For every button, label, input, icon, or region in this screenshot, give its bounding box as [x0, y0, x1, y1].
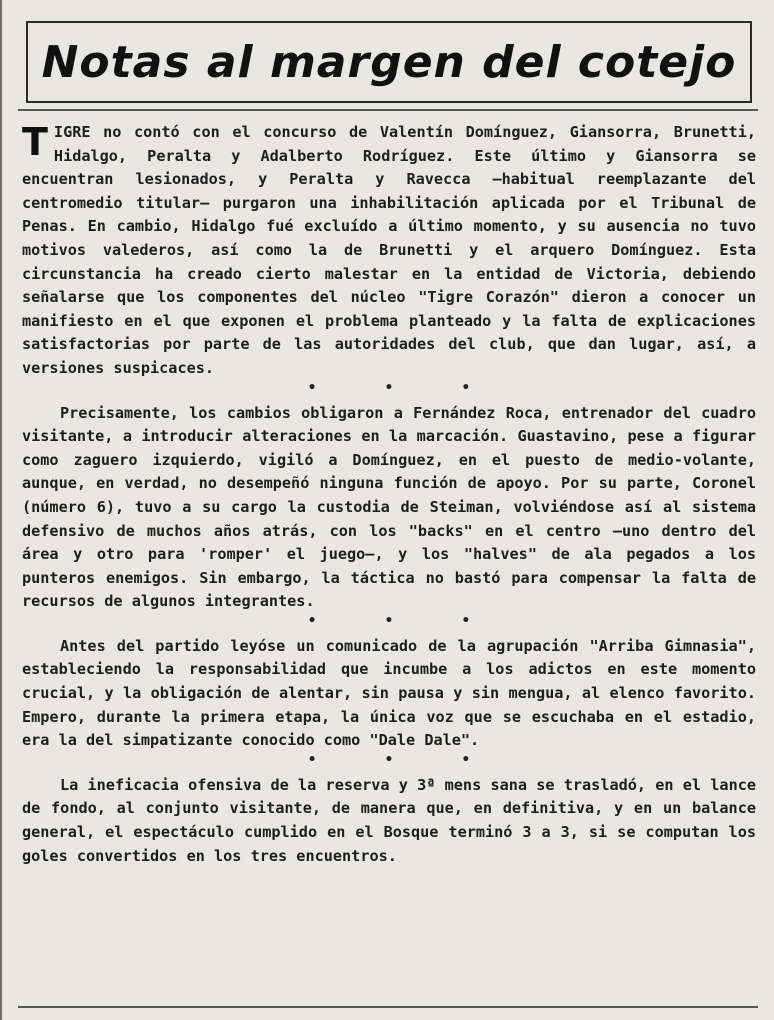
- paragraph-4: La ineficacia ofensiva de la reserva y 3ª mens sana se trasladó, en el lance de fondo, al conjunto visitante, de manera que, en definitiva, y en un balance general, el espectáculo cumplido en el Bosque terminó 3 a 3, si se computan los goles convertidos en los tres encuentros.: [22, 775, 756, 865]
- separator-dots: • • •: [307, 751, 501, 768]
- paragraph-2: Precisamente, los cambios obligaron a Fernández Roca, entrenador del cuadro visitante, a introducir alteraciones en la marcación. Guastavino, pese a figurar como zaguero izquierdo, vigiló a Domínguez, en el puesto de medio-volante, aunque, en verdad, no desempeñó ninguna función de apoyo. Por su parte, Coronel (número 6), tuvo a su cargo la custodia de Steiman, volviéndose así al sistema defensivo de muchos años atrás, con los "backs" en el centro —uno dentro del área y otro para 'romper' el juego—, y los "halves" de ala pegados a los punteros enemigos. Sin embargo, la táctica no bastó para compensar la falta de recursos de algunos integrantes.: [22, 403, 756, 611]
- headline: Notas al margen del cotejo: [41, 36, 737, 88]
- paragraph-1: TIGRE no contó con el concurso de Valentín Domínguez, Giansorra, Brunetti, Hidalgo, Peralta y Adalberto Rodríguez. Este último y Giansorra se encuentran lesionados, y Peralta y Ravecca —habitual reemplazante del centromedio titular— purgaron una inhabilitación aplicada por el Tribunal de Penas. En cambio, Hidalgo fué excluído a último momento, y su ausencia no tuvo motivos valederos, así como la de Brunetti y el arquero Domínguez. Esta circunstancia ha creado cierto malestar en la entidad de Victoria, debiendo señalarse que los componentes del núcleo "Tigre Corazón" dieron a conocer un manifiesto en el que exponen el problema planteado y la falta de explicaciones satisfactorias por parte de las autoridades del club, que dan lugar, así, a versiones suspicaces.: [22, 120, 756, 377]
- headline-box: [26, 21, 752, 103]
- bottom-rule: [18, 1006, 758, 1008]
- separator-dots: • • •: [307, 612, 501, 629]
- separator-dots: • • •: [307, 379, 501, 396]
- paragraph-3: Antes del partido leyóse un comunicado de la agrupación "Arriba Gimnasia", estableciendo la responsabilidad que incumbe a los adictos en este momento crucial, y la obligación de alentar, sin pausa y sin mengua, al elenco favorito. Empero, durante la primera etapa, la única voz que se escuchaba en el estadio, era la del simpatizante conocido como "Dale Dale".: [22, 636, 756, 750]
- article-body: [22, 121, 756, 868]
- top-rule: [18, 109, 758, 111]
